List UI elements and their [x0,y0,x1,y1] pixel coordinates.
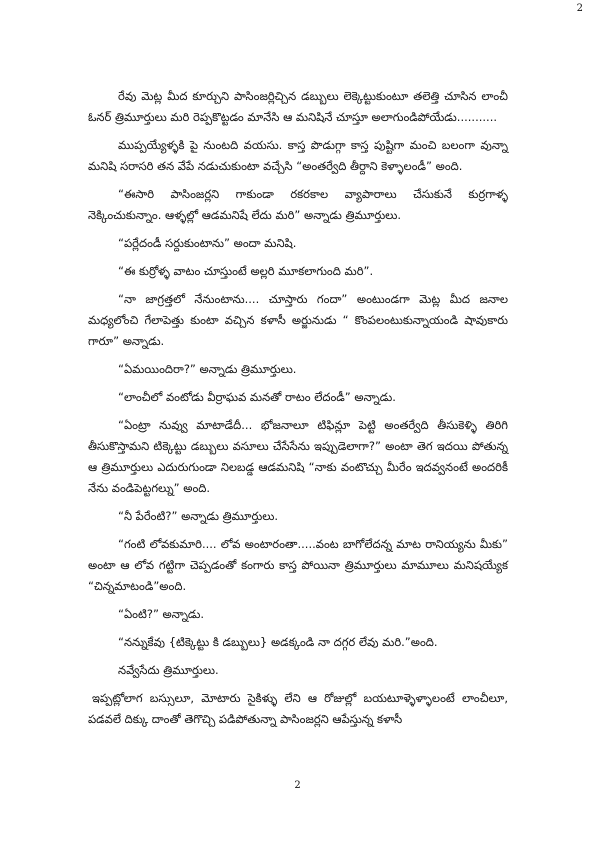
paragraph: “నన్నుకేవు {టిక్కెట్టు కి డబ్బులు} అడక్కండి నా దగ్గర లేవు మరి.”అంది. [118,635,438,649]
paragraph: “ఏమయిందిరా?” అన్నాడు త్రిమూర్తులు. [118,362,297,376]
paragraph: రేవు మెట్ల మీద కూర్చుని పాసింజర్లిచ్చిన డబ్బులు లెక్కెట్టుకుంటూ తలెత్తి చూసిన లాంచీ ఓనర్ త్రిమూర్తులు మరి రెప్పకొట్టడం మానేసి ఆ మనిషినే చూస్తూ అలాగుండిపోయేడు........... [88,89,508,124]
paragraph: నవ్వేసేదు త్రిమూర్తులు. [118,663,219,677]
paragraph: ఇప్పట్లోలాగ బస్సులూ, మోటారు సైకిళ్ళు లేని ఆ రోజుల్లో బయటూళ్ళెళ్ళాలంటే లాంచీలూ, పడవలే దిక్కు దాంతో తెగొచ్చి పడిపోతున్నా పాసింజర్లని ఆపేస్తున్న కళాసీ [88,691,508,726]
story-body [88,86,508,737]
paragraph: “ఏంటి?” అన్నాడు. [118,607,205,621]
paragraph: “నా జాగ్రత్తలో నేనుంటాను.... చూస్తారు గందా” అంటుండగా మెట్ల మీద జనాల మధ్యలోంచి గేలాపెత్తు కుంటా వచ్చిన కళాసీ అర్జునుడు “ కొంపలంటుకున్నాయండి షావుకారు గారూ” అన్నాడు. [88,292,508,348]
paragraph: “గంటి లోవకుమారి.... లోవ అంటారంతా.....వంట బాగోలేదన్న మాట రానియ్యను మీకు” అంటా ఆ లోవ గట్టిగా చెప్పడంతో కంగారు కాస్త పోయినా త్రిమూర్తులు మామూలు మనిషయ్యేక “చిన్నమాటండి”అంది. [88,537,508,593]
paragraph: “లాంచీలో వంటోడు వీర్రాఘవ మనతో రాటం లేదండీ” అన్నాడు. [118,390,396,404]
paragraph: “ఈ కుర్రోళ్ళ వాటం చూస్తుంటే అల్లరి మూకలాగుంది మరి”. [118,264,374,278]
paragraph: “పర్లేదండీ సర్దుకుంటాను” అందా మనిషి. [118,236,297,250]
paragraph: ముప్పయ్యేళ్ళకి పై నుంటది వయసు. కాస్త పొడుగ్గా కాస్త పుష్టిగా మంచి బలంగా వున్నా మనిషి సరాసరి తన వేపే నడుచుకుంటా వచ్చేసి “అంతర్వేది తీర్దాని కెళ్ళాలండీ” అంది. [88,138,508,173]
page-number-top: 2 [576,3,583,14]
page-number-bottom: 2 [294,780,301,791]
paragraph: “ఏంట్రా నువ్వు మాటాడేదీ... భోజనాలూ టిఫిన్లూ పెట్టి అంతర్వేది తీసుకెళ్ళి తిరిగి తీసుకొస్తామని టిక్కెట్టు డబ్బులు వసూలు చేసేసేను ఇప్పుడెలాగా?” అంటా తెగ ఇదయి పోతున్న ఆ త్రిమూర్తులు ఎదురుగుండా నిలబడ్డ ఆడమనిషి “నాకు వంటొచ్చు మీరేం ఇదవ్వనంటే అందరికీ నేను వండిపెట్టగల్ను” అంది. [88,418,508,495]
paragraph: “నీ పేరేంటి?” అన్నాడు త్రిమూర్తులు. [118,509,279,523]
paragraph: “ఈసారి పాసింజర్లని గాకుండా రకరకాల వ్యాపారాలు చేసుకునే కుర్రగాళ్ళ నెక్కించుకున్నాం. ఆళ్ళల్లో ఆడమనిషే లేదు మరి” అన్నాడు త్రిమూర్తులు. [88,187,508,222]
